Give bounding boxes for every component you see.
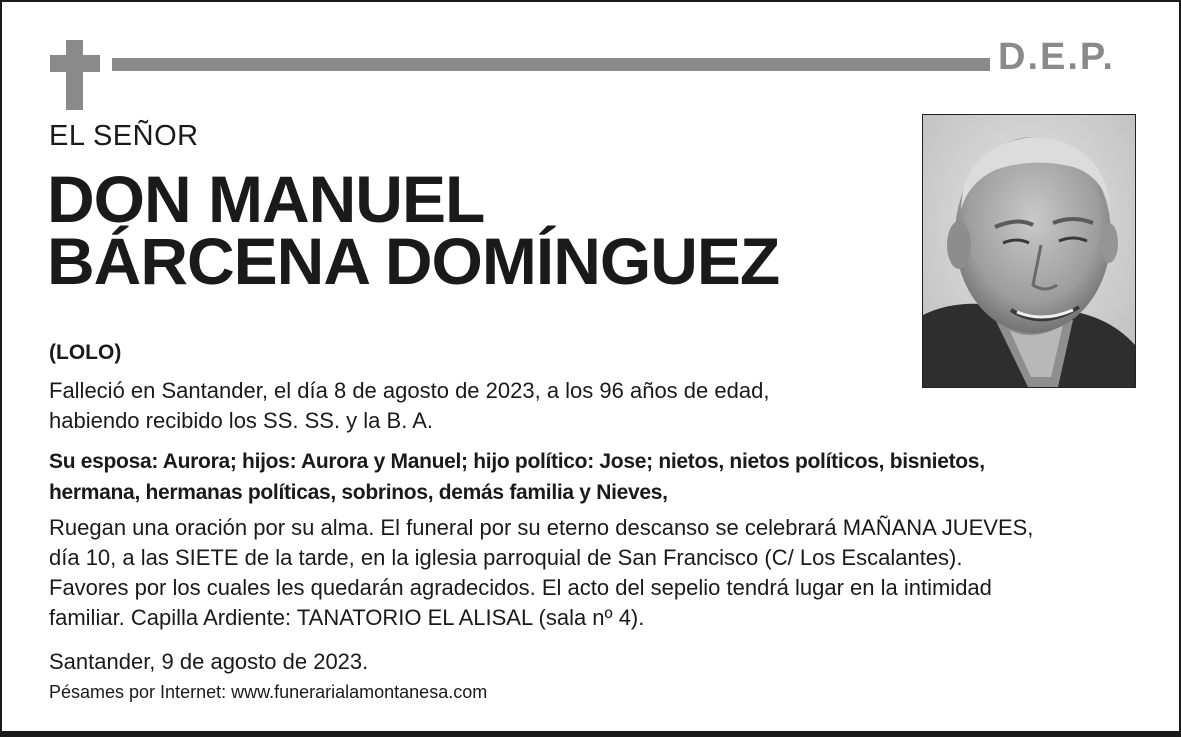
deceased-name-line1: DON MANUEL [47, 162, 485, 236]
death-notice [49, 376, 769, 436]
deceased-name-line2: BÁRCENA DOMÍNGUEZ [47, 224, 780, 298]
honorific: EL SEÑOR [49, 120, 199, 152]
dep-label: D.E.P. [998, 36, 1115, 78]
family-list-line2: hermana, hermanas políticas, sobrinos, demás familia y Nieves, [49, 481, 668, 504]
family-list-line1: Su esposa: Aurora; hijos: Aurora y Manuel; hijo político: Jose; nietos, nietos políticos, bisnietos, [49, 450, 985, 473]
header-rule [112, 58, 990, 71]
family-list [49, 446, 985, 508]
cross-horizontal-bar [50, 55, 100, 72]
deceased-name [47, 162, 780, 298]
place-date: Santander, 9 de agosto de 2023. [49, 649, 369, 674]
funeral-details-line3: Favores por los cuales les quedarán agradecidos. El acto del sepelio tendrá lugar en la intimidad [49, 575, 992, 600]
funeral-details-line4: familiar. Capilla Ardiente: TANATORIO EL ALISAL (sala nº 4). [49, 605, 645, 630]
funeral-details [49, 513, 1033, 633]
death-notice-line2: habiendo recibido los SS. SS. y la B. A. [49, 408, 434, 433]
funeral-details-line2: día 10, a las SIETE de la tarde, en la iglesia parroquial de San Francisco (C/ Los Escalantes). [49, 545, 963, 570]
condolences-url: Pésames por Internet: www.funerarialamontanesa.com [49, 682, 488, 702]
death-notice-line1: Falleció en Santander, el día 8 de agosto de 2023, a los 96 años de edad, [49, 378, 770, 403]
nickname: (LOLO) [49, 341, 122, 364]
funeral-details-line1: Ruegan una oración por su alma. El funeral por su eterno descanso se celebrará MAÑANA JUEVES, [49, 515, 1034, 540]
portrait-photo [922, 114, 1136, 388]
cross-vertical-bar [66, 40, 83, 110]
